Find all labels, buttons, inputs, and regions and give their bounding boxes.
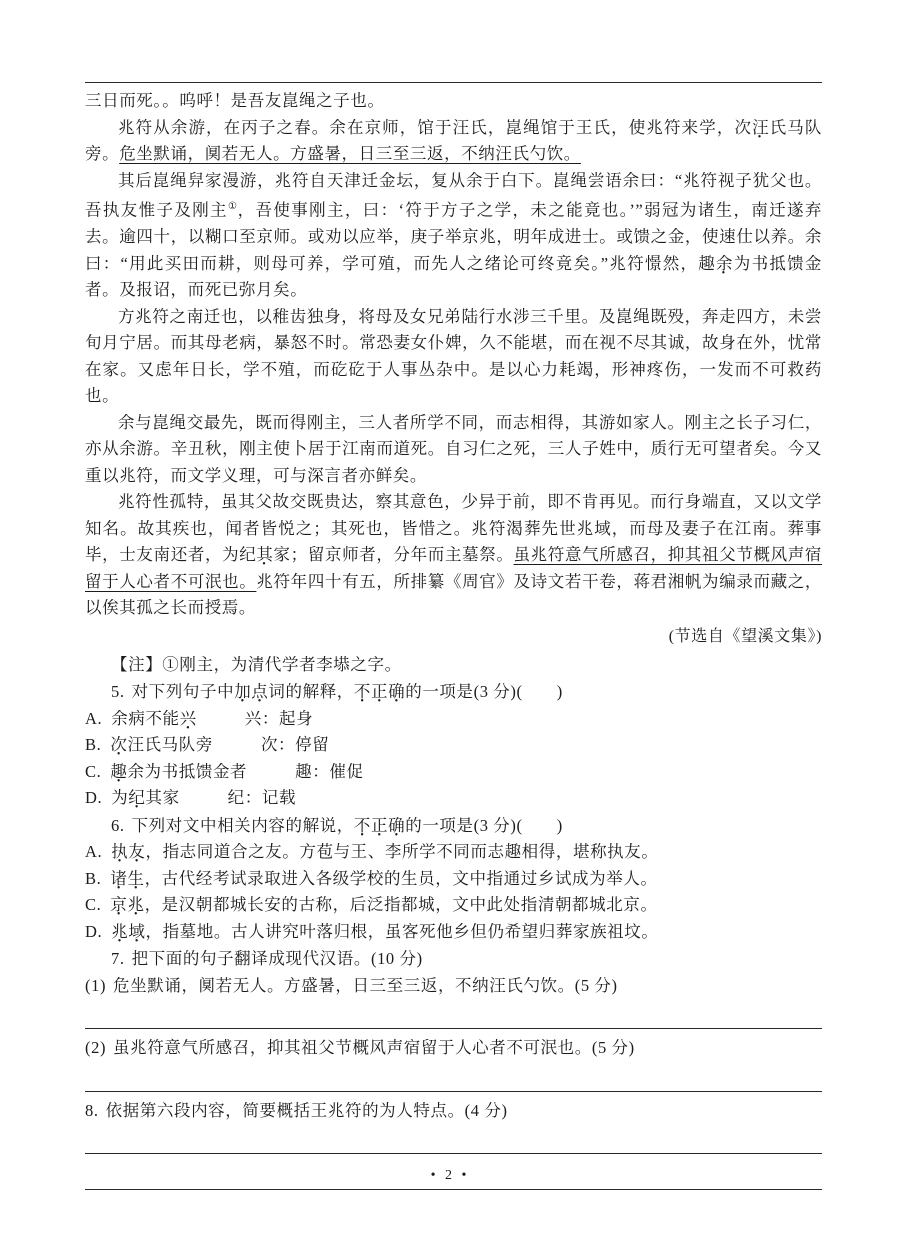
answer-line xyxy=(85,1062,822,1092)
passage-source: (节选自《望溪文集》) xyxy=(668,627,822,645)
question-stem xyxy=(85,946,822,973)
question-number: 5. xyxy=(111,682,125,701)
option-gloss: 次：停留 xyxy=(260,735,330,754)
text-run: 余病不能 xyxy=(111,708,180,728)
emphasis-dot-char: 正 xyxy=(371,815,389,835)
option-label: D. xyxy=(85,921,103,941)
emphasis-dot-char: 域 xyxy=(128,921,146,941)
option-gloss: 纪：记载 xyxy=(227,788,297,807)
text-run: 兆符性孤特，虽其父故交既贵达，察其意色，少异于前，即不肯再见。而行身端直，又以文学知名。故其疾也，闻者皆悦之；其死也，皆惜之。兆符渴葬先世兆域，而母及妻子在江南。葬事毕，士友南还者，为 xyxy=(85,492,822,564)
emphasis-dot-char: 诸 xyxy=(110,868,128,888)
passage-paragraph xyxy=(85,410,822,490)
emphasis-dot-char: 兆 xyxy=(127,895,145,914)
emphasis-dot-char: 次 xyxy=(110,735,128,754)
emphasis-dot-char: 不 xyxy=(353,815,371,835)
option-A xyxy=(85,706,822,733)
text-run: 兆符从余游，在丙子之春。余在京师，馆于汪氏，崑绳馆于王氏，使兆符来学， xyxy=(118,117,735,137)
text-run: 汪氏马队旁 xyxy=(127,735,213,754)
emphasis-dot-char: 兆 xyxy=(111,921,129,941)
question-number: 6. xyxy=(111,815,125,835)
option-D xyxy=(85,919,822,946)
option-B xyxy=(85,732,822,759)
passage-paragraph xyxy=(85,304,822,410)
emphasis-dot-char: 纪 xyxy=(128,788,146,807)
option-label: B. xyxy=(85,735,102,754)
option-B xyxy=(85,866,822,893)
text-run: 的一项是(3 分)( ) xyxy=(405,682,563,701)
passage-paragraph xyxy=(85,88,822,115)
option-D xyxy=(85,785,822,812)
emphasis-dot-char: 确 xyxy=(388,682,406,701)
emphasis-dot-char: 执 xyxy=(111,842,129,861)
option-label: A. xyxy=(85,708,103,728)
emphasis-dot-char: 友 xyxy=(128,842,146,861)
text-run: ，指志同道合之友。方苞与王、李所学不同而志趣相得，堪称执友。 xyxy=(145,842,659,861)
sub-question-1 xyxy=(85,973,822,1000)
text-run: 危坐默诵，阒若无人。方盛暑，日三至三返，不纳汪氏勺饮。(5 分) xyxy=(113,975,618,995)
emphasis-dot-char: 京 xyxy=(110,895,128,914)
passage-note: 【注】①刚主，为清代学者李塨之字。 xyxy=(111,654,402,674)
emphasis-dot-char: 趣 xyxy=(110,761,128,781)
text-run: 其家；留京师者，分年而主墓祭。 xyxy=(256,545,514,564)
emphasis-dot-char: 生 xyxy=(127,868,145,888)
questions xyxy=(85,679,822,1190)
emphasis-dot-char: 加 xyxy=(234,682,252,701)
emphasis-dot-char: 不 xyxy=(353,682,372,701)
text-run: 余为书抵馈金者 xyxy=(127,761,248,781)
question-stem xyxy=(85,813,822,840)
option-C xyxy=(85,759,822,786)
option-gloss: 趣：催促 xyxy=(295,761,364,781)
option-label: C. xyxy=(85,895,102,914)
option-label: D. xyxy=(85,788,103,807)
option-label: B. xyxy=(85,868,102,888)
question-5 xyxy=(85,679,822,812)
page-number: • 2 • xyxy=(430,1168,470,1183)
sub-question-label: (1) xyxy=(85,975,107,995)
option-label: C. xyxy=(85,761,102,781)
note-ref-superscript: ① xyxy=(227,201,238,212)
text-run: 为 xyxy=(111,788,129,807)
question-stem xyxy=(85,1098,822,1125)
text-run: 依据第六段内容，简要概括王兆符的为人特点。(4 分) xyxy=(105,1100,508,1120)
sub-question-2 xyxy=(85,1035,822,1062)
text-run: 方兆符之南迁也，以稚齿独身，将母及女兄弟陆行水涉三千里。及崑绳既殁，奔走四方，未尝旬月宁居。而其母老病，暴怒不时。常恐妻女仆婢，久不能堪，而在视不尽其诚，故身在外，忧常在家。又虑年日长，学不殖，而矻矻于人事丛杂中。是以心力耗竭，形神疼伤，一发而不可救药也。 xyxy=(85,306,822,405)
text-run: 汪氏马队旁。 xyxy=(85,117,823,163)
text-run: 词的解释， xyxy=(268,682,354,701)
underlined-text: 虽兆符意气所感召，抑其祖父节概风声宿留于人心者不可泯也。 xyxy=(85,545,822,591)
answer-line xyxy=(85,1124,822,1154)
question-number: 8. xyxy=(85,1100,99,1120)
emphasis-dot-char: 确 xyxy=(388,815,406,835)
answer-line xyxy=(85,999,822,1029)
option-C xyxy=(85,892,822,919)
passage-paragraph xyxy=(85,168,822,304)
text-run: 把下面的句子翻译成现代汉语。(10 分) xyxy=(131,949,423,968)
passage-paragraph xyxy=(85,489,822,622)
text-run: 余与崑绳交最先，既而得刚主，三人者所学不同，而志相得，其游如家人。刚主之长子习仁，亦从余游。辛丑秋，刚主使卜居于江南而道死。自习仁之死，三人子姓中，质行无可望者矣。今又重以兆符，而文学义理，可与深言者亦鲜矣。 xyxy=(85,412,822,485)
text-run: 虽兆符意气所感召，抑其祖父节概风声宿留于人心者不可泯也。(5 分) xyxy=(113,1038,635,1057)
text-run: 对下列句子中 xyxy=(131,682,235,701)
passage xyxy=(85,88,822,622)
text-run: 的一项是(3 分)( ) xyxy=(405,815,563,835)
question-number: 7. xyxy=(111,949,125,968)
page-footer xyxy=(0,1168,900,1184)
text-run: 兆符年四十有五，所排纂《周官》及诗文若干卷，蒋君湘帆为编录而藏之，以俟其孤之长而授焉。 xyxy=(85,571,822,617)
option-label: A. xyxy=(85,842,103,861)
question-stem xyxy=(85,679,822,706)
underlined-text: 危坐默诵，阒若无人。方盛暑，日三至三返，不纳汪氏勺饮。 xyxy=(119,144,581,163)
text-run: ，吾使事刚主，曰：‘符于方子之学，未之能竟也。’”弱冠为诸生，南迁遂弃去。逾四十，以糊口至京师。或劝以应举，庚子举京兆，明年成进士。或馈之金，使速仕以养。余曰：“用此买田而耕，则母可养，学可殖，而先人之绪论可终竟矣。”兆符憬然， xyxy=(85,200,822,273)
emphasis-dot-char: 兴 xyxy=(179,708,197,728)
option-A xyxy=(85,839,822,866)
emphasis-dot-char: 点 xyxy=(251,682,269,701)
text-run: 其家 xyxy=(145,788,180,807)
text-run: 三日而死。。呜呼！是吾友崑绳之子也。 xyxy=(85,91,385,110)
option-gloss: 兴：起身 xyxy=(244,708,314,728)
sub-question-label: (2) xyxy=(85,1038,107,1057)
emphasis-dot-char: 次 xyxy=(734,117,753,137)
question-7 xyxy=(85,946,822,1092)
text-run: 下列对文中相关内容的解说， xyxy=(131,815,354,835)
text-run: ，古代经考试录取进入各级学校的生员，文中指通过乡试成为举人。 xyxy=(144,868,658,888)
passage-paragraph xyxy=(85,115,822,168)
text-run: 其后崑绳舁家漫游，兆符自天津迁金坛，复从余于白下。崑绳尝语余曰：“兆符视子犹父也。吾执友惟子及刚主 xyxy=(85,170,822,220)
text-run: ，指墓地。古人讲究叶落归根，虽客死他乡但仍希望归葬家族祖坟。 xyxy=(145,921,659,941)
text-run: 余为书抵馈金者。及报诏，而死已弥月矣。 xyxy=(85,253,822,299)
text-run: ，是汉朝都城长安的古称，后泛指都城，文中此处指清朝都城北京。 xyxy=(144,895,658,914)
emphasis-dot-char: 纪 xyxy=(239,545,257,564)
question-6 xyxy=(85,813,822,946)
emphasis-dot-char: 正 xyxy=(371,682,389,701)
emphasis-dot-char: 趣 xyxy=(698,253,717,273)
header-rule xyxy=(85,82,822,83)
